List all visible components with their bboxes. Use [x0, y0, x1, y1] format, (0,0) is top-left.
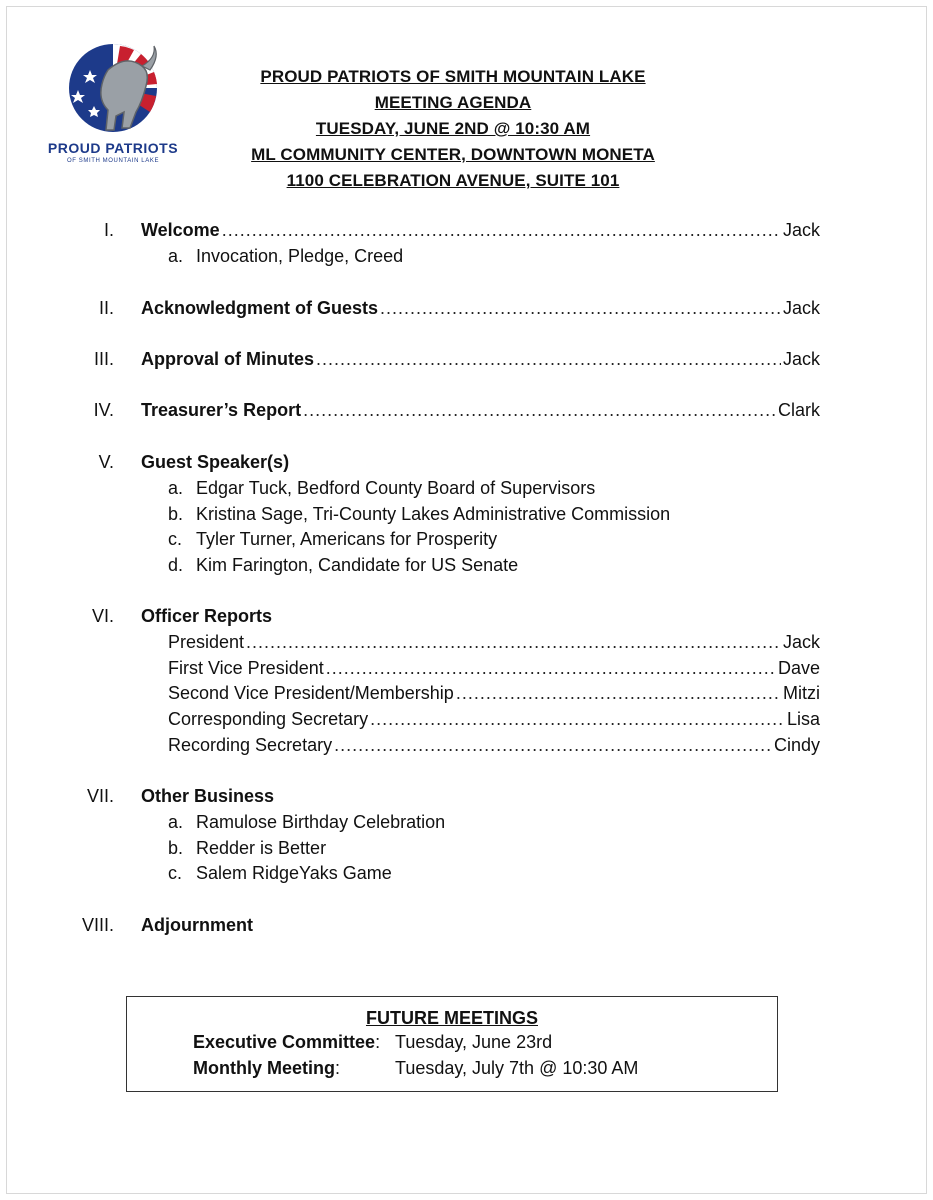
monthly-meeting-label: Monthly Meeting: [193, 1058, 341, 1078]
item-number: VIII. [81, 915, 114, 935]
agenda-item-minutes [141, 348, 820, 370]
proud-patriots-logo [38, 40, 188, 170]
agenda-item-treasurer [141, 399, 820, 421]
agenda-header [230, 64, 676, 194]
sub-item-text: Tyler Turner, Americans for Prosperity [196, 529, 498, 549]
item-title: Other Business [141, 786, 275, 806]
future-meetings-title: FUTURE MEETINGS [365, 1008, 538, 1028]
dot-leader [326, 657, 776, 679]
exec-committee-label: Executive Committee: [193, 1032, 381, 1052]
sub-item-letter: a. [168, 478, 184, 498]
item-title: Guest Speaker(s) [141, 452, 290, 472]
sub-item [168, 811, 445, 833]
sub-item [168, 554, 518, 576]
sub-item [168, 503, 670, 525]
sub-item-letter: b. [168, 838, 184, 858]
sub-item-text: Salem RidgeYaks Game [196, 863, 392, 883]
header-venue: ML COMMUNITY CENTER, DOWNTOWN MONETA [251, 145, 655, 164]
dot-leader [303, 399, 776, 421]
sub-item-text: Redder is Better [196, 838, 327, 858]
officer-role: Corresponding Secretary [168, 709, 369, 729]
sub-item-letter: b. [168, 504, 184, 524]
item-number: II. [98, 298, 114, 318]
officer-report-line [168, 682, 820, 704]
item-owner: Jack [782, 349, 820, 369]
header-address: 1100 CELEBRATION AVENUE, SUITE 101 [286, 171, 620, 190]
exec-committee-date: Tuesday, June 23rd [395, 1032, 553, 1052]
future-meetings-box [126, 996, 778, 1092]
sub-item [168, 837, 326, 859]
officer-name: Dave [777, 658, 820, 678]
sub-item-text: Kristina Sage, Tri-County Lakes Administrative Commission [196, 504, 671, 524]
agenda-item-guests [141, 297, 820, 319]
logo-tagline: OF SMITH MOUNTAIN LAKE [66, 158, 160, 164]
officer-role: President [168, 632, 245, 652]
sub-item [168, 528, 497, 550]
sub-item-text: Invocation, Pledge, Creed [196, 246, 404, 266]
dot-leader [246, 631, 781, 653]
item-number: IV. [93, 400, 114, 420]
item-number: III. [93, 349, 114, 369]
item-title: Welcome [141, 220, 220, 240]
item-owner: Jack [782, 220, 820, 240]
dot-leader [222, 219, 781, 241]
item-title: Officer Reports [141, 606, 273, 626]
item-title: Adjournment [141, 915, 253, 935]
item-number: I. [103, 220, 114, 240]
officer-name: Mitzi [783, 683, 820, 703]
logo-name: PROUD PATRIOTS [47, 140, 179, 156]
sub-item [168, 245, 403, 267]
officer-report-line [168, 708, 820, 730]
dot-leader [334, 734, 772, 756]
officer-report-line [168, 734, 820, 756]
header-date: TUESDAY, JUNE 2ND @ 10:30 AM [315, 119, 591, 138]
dot-leader [316, 348, 781, 370]
item-number: VII. [86, 786, 114, 806]
sub-item-letter: c. [168, 863, 183, 883]
dot-leader [370, 708, 785, 730]
sub-item-text: Ramulose Birthday Celebration [196, 812, 446, 832]
sub-item-letter: d. [168, 555, 184, 575]
officer-role: Second Vice President/Membership [168, 683, 454, 703]
officer-report-line [168, 657, 820, 679]
item-title: Acknowledgment of Guests [141, 298, 379, 318]
item-owner: Jack [782, 298, 820, 318]
officer-role: First Vice President [168, 658, 324, 678]
header-title: MEETING AGENDA [374, 93, 532, 112]
officer-name: Cindy [773, 735, 820, 755]
sub-item [168, 477, 595, 499]
officer-role: Recording Secretary [168, 735, 333, 755]
officer-name: Jack [782, 632, 820, 652]
sub-item-letter: a. [168, 812, 184, 832]
dot-leader [380, 297, 781, 319]
item-number: V. [98, 452, 114, 472]
item-number: VI. [91, 606, 114, 626]
sub-item-text: Edgar Tuck, Bedford County Board of Supervisors [196, 478, 596, 498]
sub-item [168, 862, 392, 884]
officer-name: Lisa [786, 709, 820, 729]
officer-report-line [168, 631, 820, 653]
monthly-meeting-date: Tuesday, July 7th @ 10:30 AM [395, 1058, 639, 1078]
item-owner: Clark [777, 400, 820, 420]
agenda-item-welcome [141, 219, 820, 241]
item-title: Treasurer’s Report [141, 400, 302, 420]
sub-item-letter: a. [168, 246, 184, 266]
header-org: PROUD PATRIOTS OF SMITH MOUNTAIN LAKE [260, 67, 646, 86]
item-title: Approval of Minutes [141, 349, 315, 369]
sub-item-letter: c. [168, 529, 183, 549]
dot-leader [456, 682, 781, 704]
sub-item-text: Kim Farington, Candidate for US Senate [196, 555, 519, 575]
